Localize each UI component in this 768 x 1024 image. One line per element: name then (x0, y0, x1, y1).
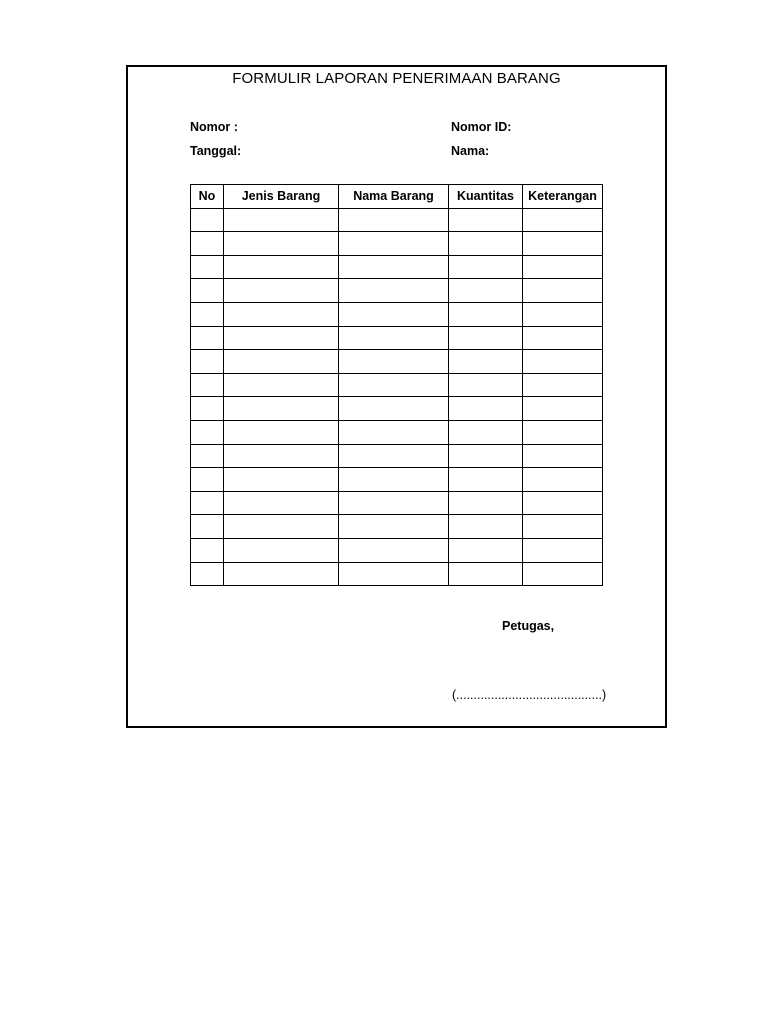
cell-kuantitas[interactable] (449, 302, 523, 326)
cell-no[interactable] (191, 255, 224, 279)
header-jenis-barang: Jenis Barang (224, 185, 339, 209)
header-no: No (191, 185, 224, 209)
cell-nama-barang[interactable] (339, 515, 449, 539)
cell-no[interactable] (191, 538, 224, 562)
cell-keterangan[interactable] (523, 538, 603, 562)
cell-jenis-barang[interactable] (224, 515, 339, 539)
table-row (191, 562, 603, 586)
cell-nama-barang[interactable] (339, 279, 449, 303)
cell-keterangan[interactable] (523, 350, 603, 374)
cell-nama-barang[interactable] (339, 444, 449, 468)
cell-kuantitas[interactable] (449, 515, 523, 539)
field-tanggal-label: Tanggal: (190, 144, 242, 158)
field-nomor-label: Nomor : (190, 120, 238, 134)
cell-kuantitas[interactable] (449, 491, 523, 515)
cell-nama-barang[interactable] (339, 420, 449, 444)
officer-label: Petugas, (502, 619, 555, 633)
table-row (191, 444, 603, 468)
cell-keterangan[interactable] (523, 515, 603, 539)
cell-keterangan[interactable] (523, 326, 603, 350)
cell-nama-barang[interactable] (339, 397, 449, 421)
cell-keterangan[interactable] (523, 302, 603, 326)
cell-no[interactable] (191, 562, 224, 586)
cell-nama-barang[interactable] (339, 255, 449, 279)
cell-jenis-barang[interactable] (224, 468, 339, 492)
cell-nama-barang[interactable] (339, 468, 449, 492)
header-nama-barang: Nama Barang (339, 185, 449, 209)
cell-jenis-barang[interactable] (224, 255, 339, 279)
goods-table (190, 184, 603, 586)
cell-no[interactable] (191, 302, 224, 326)
cell-keterangan[interactable] (523, 491, 603, 515)
table-row (191, 538, 603, 562)
cell-kuantitas[interactable] (449, 350, 523, 374)
cell-kuantitas[interactable] (449, 232, 523, 256)
cell-no[interactable] (191, 373, 224, 397)
cell-jenis-barang[interactable] (224, 397, 339, 421)
table-row (191, 373, 603, 397)
cell-keterangan[interactable] (523, 397, 603, 421)
table-row (191, 515, 603, 539)
cell-jenis-barang[interactable] (224, 302, 339, 326)
cell-nama-barang[interactable] (339, 232, 449, 256)
cell-kuantitas[interactable] (449, 208, 523, 232)
cell-jenis-barang[interactable] (224, 279, 339, 303)
cell-no[interactable] (191, 397, 224, 421)
cell-kuantitas[interactable] (449, 562, 523, 586)
cell-keterangan[interactable] (523, 444, 603, 468)
cell-nama-barang[interactable] (339, 302, 449, 326)
table-row (191, 255, 603, 279)
table-row (191, 397, 603, 421)
table-row (191, 350, 603, 374)
table-row (191, 279, 603, 303)
cell-nama-barang[interactable] (339, 562, 449, 586)
cell-no[interactable] (191, 420, 224, 444)
cell-keterangan[interactable] (523, 255, 603, 279)
form-title: FORMULIR LAPORAN PENERIMAAN BARANG (232, 70, 561, 87)
field-nama-label: Nama: (451, 144, 490, 158)
cell-no[interactable] (191, 491, 224, 515)
cell-kuantitas[interactable] (449, 444, 523, 468)
form-frame (126, 65, 667, 728)
header-kuantitas: Kuantitas (449, 185, 523, 209)
cell-no[interactable] (191, 326, 224, 350)
table-row (191, 420, 603, 444)
cell-kuantitas[interactable] (449, 538, 523, 562)
cell-kuantitas[interactable] (449, 420, 523, 444)
table-row (191, 468, 603, 492)
cell-nama-barang[interactable] (339, 538, 449, 562)
cell-nama-barang[interactable] (339, 208, 449, 232)
cell-no[interactable] (191, 350, 224, 374)
cell-no[interactable] (191, 444, 224, 468)
cell-no[interactable] (191, 515, 224, 539)
cell-keterangan[interactable] (523, 468, 603, 492)
table-row (191, 208, 603, 232)
cell-no[interactable] (191, 208, 224, 232)
table-row (191, 302, 603, 326)
cell-keterangan[interactable] (523, 562, 603, 586)
cell-kuantitas[interactable] (449, 373, 523, 397)
cell-keterangan[interactable] (523, 279, 603, 303)
cell-no[interactable] (191, 468, 224, 492)
table-header-row (191, 185, 603, 209)
cell-nama-barang[interactable] (339, 350, 449, 374)
cell-kuantitas[interactable] (449, 397, 523, 421)
cell-no[interactable] (191, 232, 224, 256)
cell-nama-barang[interactable] (339, 373, 449, 397)
cell-jenis-barang[interactable] (224, 373, 339, 397)
table-row (191, 326, 603, 350)
cell-no[interactable] (191, 279, 224, 303)
cell-kuantitas[interactable] (449, 279, 523, 303)
cell-nama-barang[interactable] (339, 326, 449, 350)
cell-nama-barang[interactable] (339, 491, 449, 515)
field-nomor-id-label: Nomor ID: (451, 120, 512, 134)
cell-kuantitas[interactable] (449, 255, 523, 279)
table-row (191, 232, 603, 256)
cell-jenis-barang[interactable] (224, 444, 339, 468)
cell-jenis-barang[interactable] (224, 562, 339, 586)
cell-keterangan[interactable] (523, 208, 603, 232)
cell-jenis-barang[interactable] (224, 232, 339, 256)
cell-keterangan[interactable] (523, 373, 603, 397)
cell-jenis-barang[interactable] (224, 538, 339, 562)
cell-jenis-barang[interactable] (224, 491, 339, 515)
cell-keterangan[interactable] (523, 232, 603, 256)
cell-jenis-barang[interactable] (224, 350, 339, 374)
signature-line: (..........................................) (452, 688, 607, 702)
table-body (191, 208, 603, 586)
cell-keterangan[interactable] (523, 420, 603, 444)
cell-jenis-barang[interactable] (224, 208, 339, 232)
cell-jenis-barang[interactable] (224, 420, 339, 444)
cell-kuantitas[interactable] (449, 326, 523, 350)
cell-kuantitas[interactable] (449, 468, 523, 492)
cell-jenis-barang[interactable] (224, 326, 339, 350)
table-row (191, 491, 603, 515)
header-keterangan: Keterangan (523, 185, 603, 209)
